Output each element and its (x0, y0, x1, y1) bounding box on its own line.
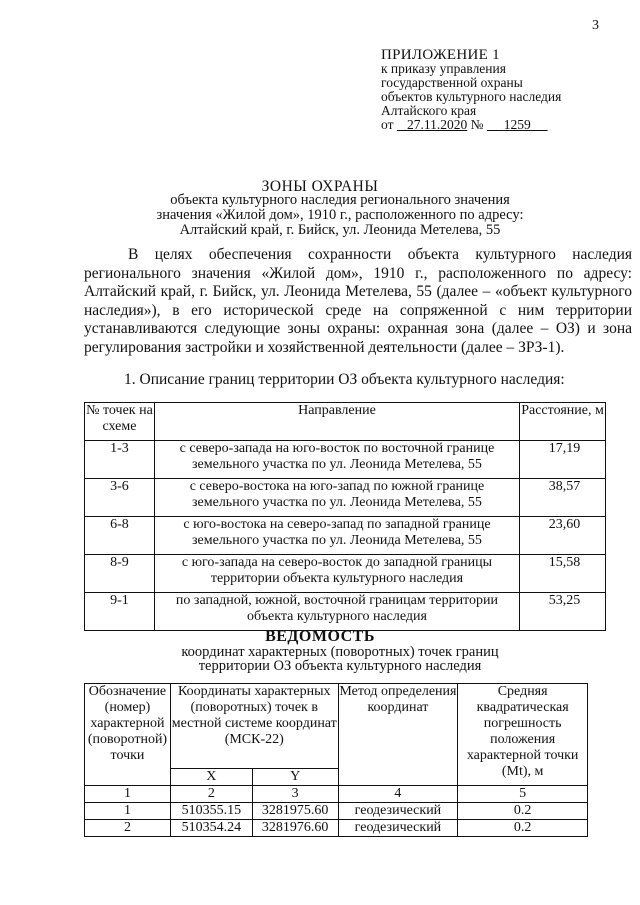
header-points: № точек на схеме (85, 403, 155, 441)
cell-points: 8-9 (85, 555, 155, 593)
table-row (85, 479, 606, 517)
header-point-designation: Обозначение (номер) характерной (поворотной) точки (85, 684, 171, 786)
cell-direction: с юго-запада на северо-восток до западной границы территории объекта культурного наследия (154, 555, 519, 593)
table-row (85, 593, 606, 631)
cell-point: 2 (85, 820, 171, 837)
table-numbering-row (85, 786, 588, 803)
cell-method: геодезический (338, 820, 458, 837)
header-error: Средняя квадратическая погрешность положения характерной точки (Mt), м (458, 684, 588, 786)
subtitle-line: Алтайский край, г. Бийск, ул. Леонида Метелева, 55 (179, 222, 501, 238)
coordinates-table (84, 683, 588, 837)
cell-x: 510354.24 (170, 820, 252, 837)
intro-paragraph-text: В целях обеспечения сохранности объекта культурного наследия регионального значения «Жилой дом», 1910 г., расположенного по адресу: Алтайский край, г. Бийск, ул. Леонида Метелева, 55 (далее – «объект культурного наследия»), в его исторической среде на сопряженной с ним территории устанавливаются следующие зоны охраны: охранная зона (далее – ОЗ) и зона регулирования застройки и хозяйственной деятельности (далее – ЗРЗ-1). (84, 246, 632, 356)
cell-direction: с северо-запада на юго-восток по восточной границе земельного участка по ул. Леонида Метелева, 55 (154, 441, 519, 479)
cell-distance: 38,57 (520, 479, 606, 517)
vedomost-subtitle (150, 645, 530, 673)
section-heading: 1. Описание границ территории ОЗ объекта культурного наследия: (124, 371, 565, 388)
table-row (85, 441, 606, 479)
order-date-value: 27.11.2020 (406, 117, 468, 132)
table-row (85, 820, 588, 837)
number-label: № (470, 117, 484, 132)
header-method: Метод определения координат (338, 684, 458, 786)
col-number: 4 (338, 786, 458, 803)
cell-points: 9-1 (85, 593, 155, 631)
appendix-date-line (381, 118, 631, 132)
table-row (85, 803, 588, 820)
document-title: ЗОНЫ ОХРАНЫ (261, 178, 379, 195)
header-distance: Расстояние, м (520, 403, 606, 441)
table-header-row (85, 684, 588, 769)
vedomost-title: ВЕДОМОСТЬ (265, 628, 375, 645)
cell-y: 3281975.60 (252, 803, 338, 820)
cell-error: 0.2 (458, 803, 588, 820)
table-row (85, 517, 606, 555)
boundary-table (84, 402, 606, 631)
appendix-line: государственной охраны (381, 75, 523, 90)
col-number: 3 (252, 786, 338, 803)
cell-points: 3-6 (85, 479, 155, 517)
appendix-line: объектов культурного наследия (381, 89, 562, 104)
cell-distance: 23,60 (520, 517, 606, 555)
cell-x: 510355.15 (170, 803, 252, 820)
cell-points: 6-8 (85, 517, 155, 555)
header-direction: Направление (154, 403, 519, 441)
table-row (85, 555, 606, 593)
header-x: X (170, 769, 252, 786)
cell-distance: 15,58 (520, 555, 606, 593)
cell-distance: 17,19 (520, 441, 606, 479)
document-subtitle (120, 193, 560, 238)
order-number-value: 1259 (503, 117, 531, 132)
cell-error: 0.2 (458, 820, 588, 837)
intro-paragraph (84, 246, 632, 357)
vedomost-subtitle-line: территории ОЗ объекта культурного наследия (198, 658, 482, 674)
col-number: 1 (85, 786, 171, 803)
header-coordinates: Координаты характерных (поворотных) точек в местной системе координат (МСК-22) (170, 684, 338, 769)
cell-direction: по западной, южной, восточной границам территории объекта культурного наследия (154, 593, 519, 631)
appendix-heading: ПРИЛОЖЕНИЕ 1 (381, 47, 500, 63)
cell-direction: с северо-востока на юго-запад по южной границе земельного участка по ул. Леонида Метелева, 55 (154, 479, 519, 517)
cell-points: 1-3 (85, 441, 155, 479)
cell-direction: с юго-востока на северо-запад по западной границе земельного участка по ул. Леонида Метелева, 55 (154, 517, 519, 555)
cell-point: 1 (85, 803, 171, 820)
appendix-line: к приказу управления (381, 61, 506, 76)
col-number: 2 (170, 786, 252, 803)
header-y: Y (252, 769, 338, 786)
subtitle-line: значения «Жилой дом», 1910 г., расположенного по адресу: (156, 207, 524, 223)
appendix-block (381, 48, 631, 132)
col-number: 5 (458, 786, 588, 803)
subtitle-line: объекта культурного наследия регионального значения (170, 192, 510, 208)
cell-y: 3281976.60 (252, 820, 338, 837)
vedomost-subtitle-line: координат характерных (поворотных) точек границ (181, 644, 499, 660)
from-label: от (381, 117, 394, 132)
page-number: 3 (592, 18, 599, 33)
cell-distance: 53,25 (520, 593, 606, 631)
order-date (397, 117, 467, 132)
table-header-row (85, 403, 606, 441)
order-number (487, 117, 548, 132)
cell-method: геодезический (338, 803, 458, 820)
appendix-line: Алтайского края (381, 103, 477, 118)
